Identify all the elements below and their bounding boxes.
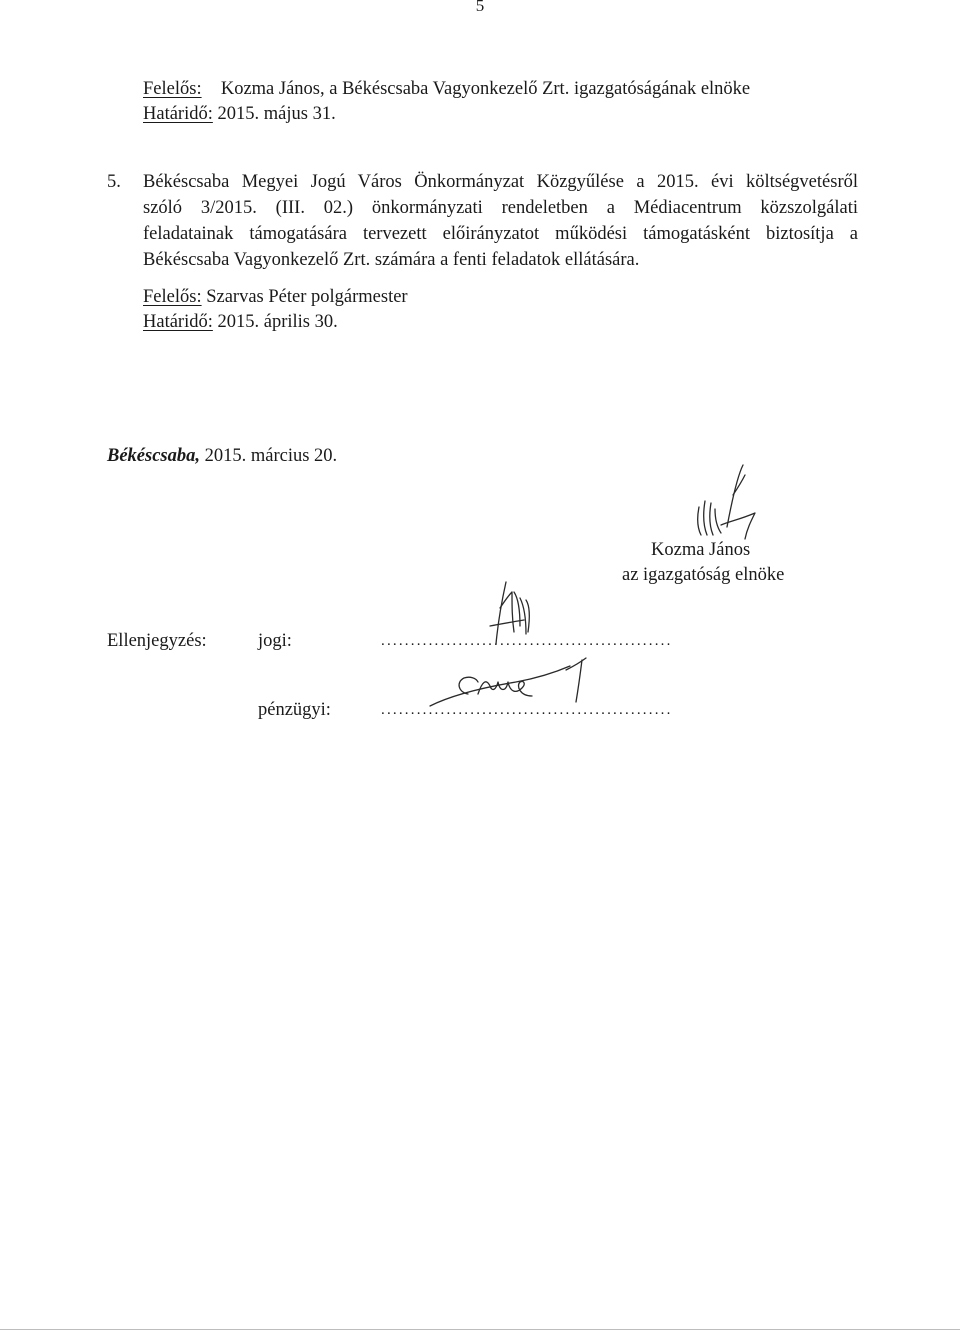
deadline-line-1 <box>143 101 336 127</box>
dateline-date: 2015. március 20. <box>204 446 338 466</box>
deadline-label: Határidő: <box>143 312 213 332</box>
financial-signature-line: ................................................. <box>381 702 673 718</box>
signature-kozma <box>675 455 785 545</box>
paragraph-line: Békéscsaba Megyei Jogú Város Önkormányzat Közgyűlése a 2015. évi költségvetésről <box>143 172 858 192</box>
item-5-paragraph <box>143 169 858 273</box>
dateline-place: Békéscsaba, <box>107 446 200 466</box>
signatory-name: Kozma János <box>651 540 751 560</box>
responsible-line-2 <box>143 284 408 310</box>
responsible-value: Kozma János, a Békéscsaba Vagyonkezelő Zrt. igazgatóságának elnöke <box>220 79 751 99</box>
page-bottom-edge <box>0 1329 960 1330</box>
deadline-value: 2015. április 30. <box>217 312 338 332</box>
signature-legal <box>478 578 548 648</box>
page-number: 5 <box>475 0 485 15</box>
paragraph-line: Békéscsaba Vagyonkezelő Zrt. számára a fenti feladatok ellátására. <box>143 250 640 270</box>
deadline-line-2 <box>143 309 338 335</box>
dateline <box>107 443 337 469</box>
responsible-line-1 <box>143 76 750 102</box>
paragraph-line: szóló 3/2015. (III. 02.) önkormányzati rendeletben a Médiacentrum közszolgálati <box>143 198 858 218</box>
legal-label: jogi: <box>258 631 292 651</box>
legal-signature-line: ................................................. <box>381 633 673 649</box>
deadline-label: Határidő: <box>143 104 213 124</box>
financial-label: pénzügyi: <box>258 700 331 720</box>
item-number: 5. <box>107 172 121 192</box>
responsible-label: Felelős: <box>143 79 202 99</box>
responsible-label: Felelős: <box>143 287 202 307</box>
signatory-title: az igazgatóság elnöke <box>622 565 785 585</box>
responsible-value: Szarvas Péter polgármester <box>206 287 408 307</box>
paragraph-line: feladatainak támogatására tervezett előirányzatot működési támogatásként biztosítja a <box>143 224 858 244</box>
countersign-label: Ellenjegyzés: <box>107 631 207 651</box>
signature-financial <box>420 652 610 714</box>
deadline-value: 2015. május 31. <box>217 104 336 124</box>
